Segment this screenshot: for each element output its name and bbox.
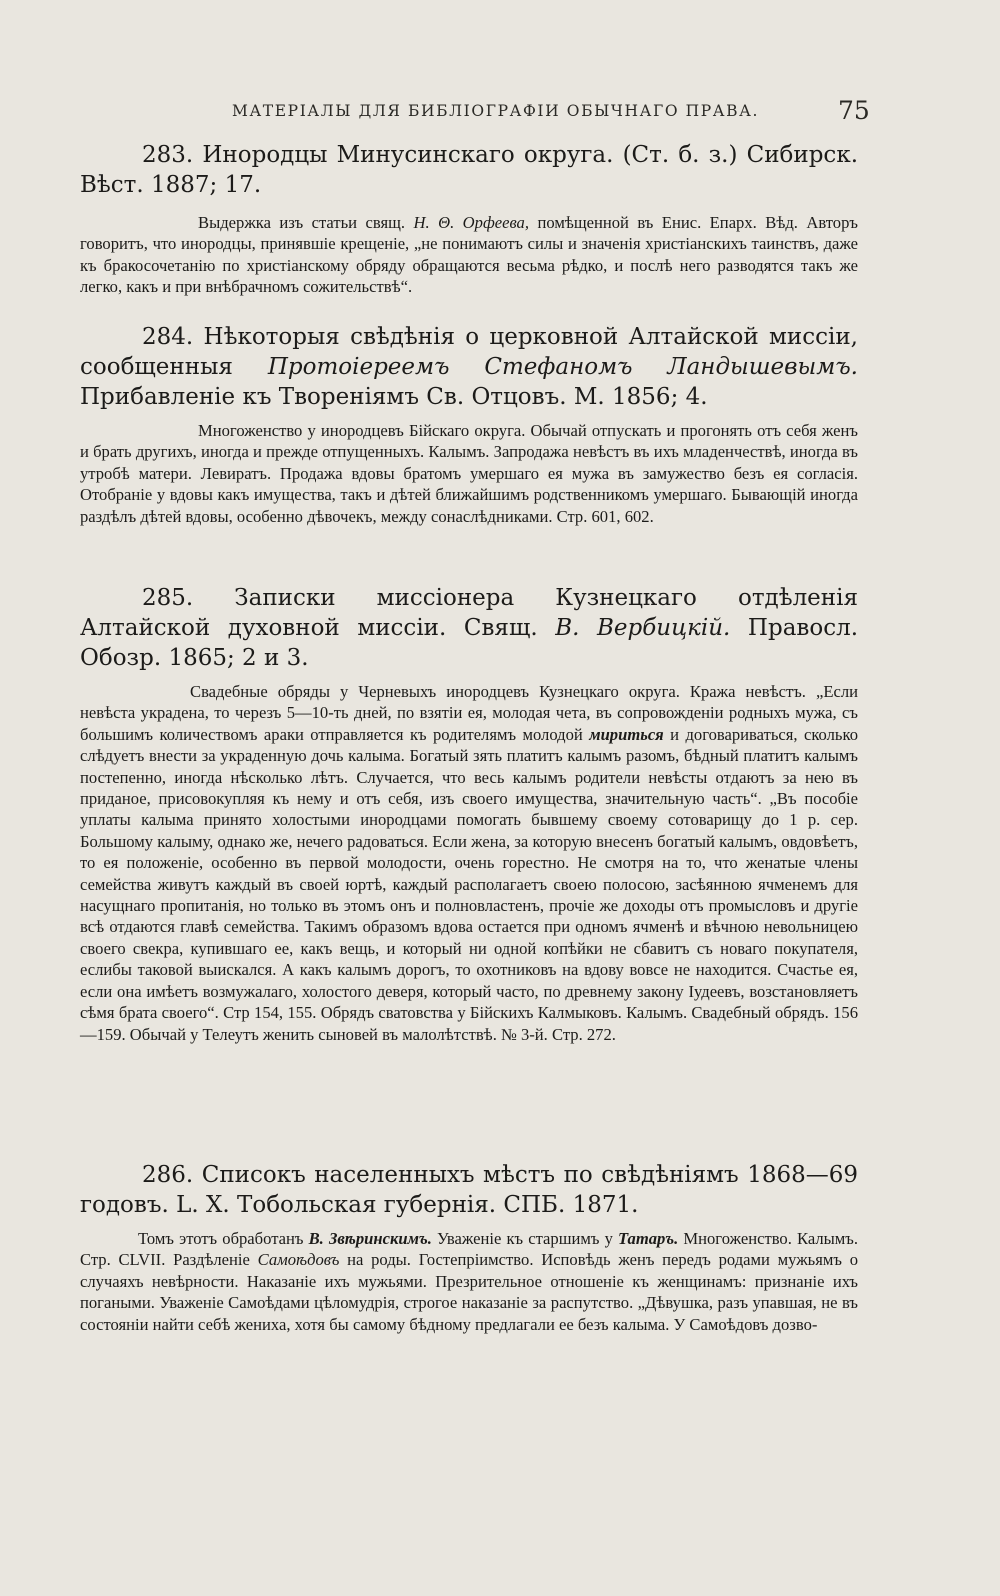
running-title: МАТЕРІАЛЫ ДЛЯ БИБЛІОГРАФІИ ОБЫЧНАГО ПРАВА. xyxy=(232,102,759,120)
emphasized-word: мириться xyxy=(589,724,664,744)
entry-annotation: Томъ этотъ обработанъ В. Звѣринскимъ. Уваженіе къ старшимъ у Татаръ. Многоженство. Калымъ. Стр. CLVII. Раздѣленіе Самоѣдовъ на роды. Гостепріимство. Исповѣдь женъ передъ родами мужьямъ о случаяхъ невѣрности. Наказаніе ихъ мужьями. Презрительное отношеніе къ женщинамъ: признаніе ихъ погаными. Уваженіе Самоѣдами цѣломудрія, строгое наказаніе за распутство. „Дѣвушка, разъ упавшая, не въ состояніи найти себѣ жениха, хотя бы самому бѣдному предлагали ее безъ калыма. У Самоѣдовъ дозво- xyxy=(80,1229,859,1334)
entry-284 xyxy=(80,322,858,527)
author-name: Н. Θ. Орфеева, xyxy=(413,213,529,232)
author-name: Протоіереемъ Стефаномъ Ландышевымъ. xyxy=(267,354,858,380)
author-name: В. Звѣринскимъ. xyxy=(308,1229,432,1248)
entry-number: 286. xyxy=(142,1162,194,1188)
entry-285 xyxy=(80,583,858,1045)
entry-number: 284. xyxy=(142,324,194,350)
entry-annotation: Свадебные обряды у Черневыхъ инородцевъ Кузнецкаго округа. Кража невѣстъ. „Если невѣста украдена, то черезъ 5—10-ть дней, по взятіи ея, молодая чета, въ сопровожденіи родныхъ мужа, съ большимъ количествомъ араки отправляется къ родителямъ молодой мириться и договариваться, сколько слѣдуетъ внести за украденную дочь калыма. Богатый зять платитъ калымъ разомъ, бѣдный платитъ калымъ постепенно, иногда нѣсколько лѣтъ. Случается, что весь калымъ родители невѣсты отдаютъ за нею въ приданое, присовокупляя къ нему и отъ себя, изъ своего имущества, значительную часть“. „Въ пособіе уплаты калыма принято холостыми инородцами помогать бывшему своему сотоварищу до 1 р. сер. Большому калыму, однако же, нечего радоваться. Если жена, за которую внесенъ богатый калымъ, овдовѣетъ, то ея положеніе, особенно въ первой молодости, очень горестно. Не смотря на то, что женатые члены семейства живутъ каждый въ своей юртѣ, каждый располагаетъ своею полосою, засѣянною ячменемъ для насущнаго пропитанія, но только въ этомъ онъ и полновластенъ, прочіе же доходы отъ промысловъ и другіе всѣ отдаются главѣ семейства. Такимъ образомъ вдова остается при одномъ ячменѣ и вѣчною невольницею своего свекра, купившаго ее, какъ вещь, и который ни одной копѣйки не сбавитъ съ новаго покупателя, еслибы таковой выискался. А какъ калымъ дорогъ, то охотниковъ на вдову вовсе не находится. Счастье ея, если она имѣетъ возмужалаго, холостого деверя, который часто, по древнему закону Іудеевъ, возстановляетъ сѣмя брата своего“. Стр 154, 155. Обрядъ сватовства у Бійскихъ Калмыковъ. Калымъ. Свадебный обрядъ. 156—159. Обычай у Телеутъ женить сыновей въ малолѣтствѣ. № 3-й. Стр. 272. xyxy=(80,682,858,1044)
entry-title-text: Инородцы Минусинскаго округа. (Ст. б. з.) Сибирск. Вѣст. 1887; 17. xyxy=(80,142,859,198)
entry-286 xyxy=(80,1160,858,1335)
entry-title: 286. Списокъ населенныхъ мѣстъ по свѣдѣніямъ 1868—69 годовъ. L. X. Тобольская губернія. СПБ. 1871. xyxy=(80,1162,858,1218)
entry-283 xyxy=(80,140,858,298)
entry-annotation: Выдержка изъ статьи свящ. Н. Θ. Орфеева, помѣщенной въ Енис. Епарх. Вѣд. Авторъ говоритъ, что инородцы, принявшіе крещеніе, „не понимаютъ силы и значенія христіанскихъ таинствъ, даже къ бракосочетанію по христіанскому обряду обращаются весьма рѣдко, и послѣ него разводятся такъ же легко, какъ и при внѣбрачномъ сожительствѣ“. xyxy=(80,213,858,297)
entry-number: 283. xyxy=(142,142,194,168)
emphasized-word: Татаръ. xyxy=(618,1229,679,1248)
entry-title: 284. Нѣкоторыя свѣдѣнія о церковной Алтайской миссіи, сообщенныя Протоіереемъ Стефаномъ Ландышевымъ. Прибавленіе къ Твореніямъ Св. Отцовъ. М. 1856; 4. xyxy=(80,324,858,410)
emphasized-word: Самоѣдовъ xyxy=(257,1250,340,1270)
entry-title: 285. Записки миссіонера Кузнецкаго отдѣленія Алтайской духовной миссіи. Свящ. В. Вербицкій. Правосл. Обозр. 1865; 2 и 3. xyxy=(80,585,859,671)
page-number: 75 xyxy=(838,96,870,125)
entry-title xyxy=(80,140,858,200)
author-name: В. Вербицкій. xyxy=(555,615,731,641)
entry-annotation: Многоженство у инородцевъ Бійскаго округа. Обычай отпускать и прогонять отъ себя женъ и брать другихъ, иногда и прежде отпущенныхъ. Калымъ. Запродажа невѣстъ въ ихъ младенчествѣ, иногда въ утробѣ матери. Левиратъ. Продажа вдовы братомъ умершаго ея мужа въ замужество безъ ея согласія. Отобраніе у вдовы какъ имущества, такъ и дѣтей ближайшимъ родственникомъ умершаго. Бывающій иногда раздѣлъ дѣтей вдовы, особенно дѣвочекъ, между сонаслѣдниками. Стр. 601, 602. xyxy=(80,421,858,526)
entry-number: 285. xyxy=(142,585,194,611)
